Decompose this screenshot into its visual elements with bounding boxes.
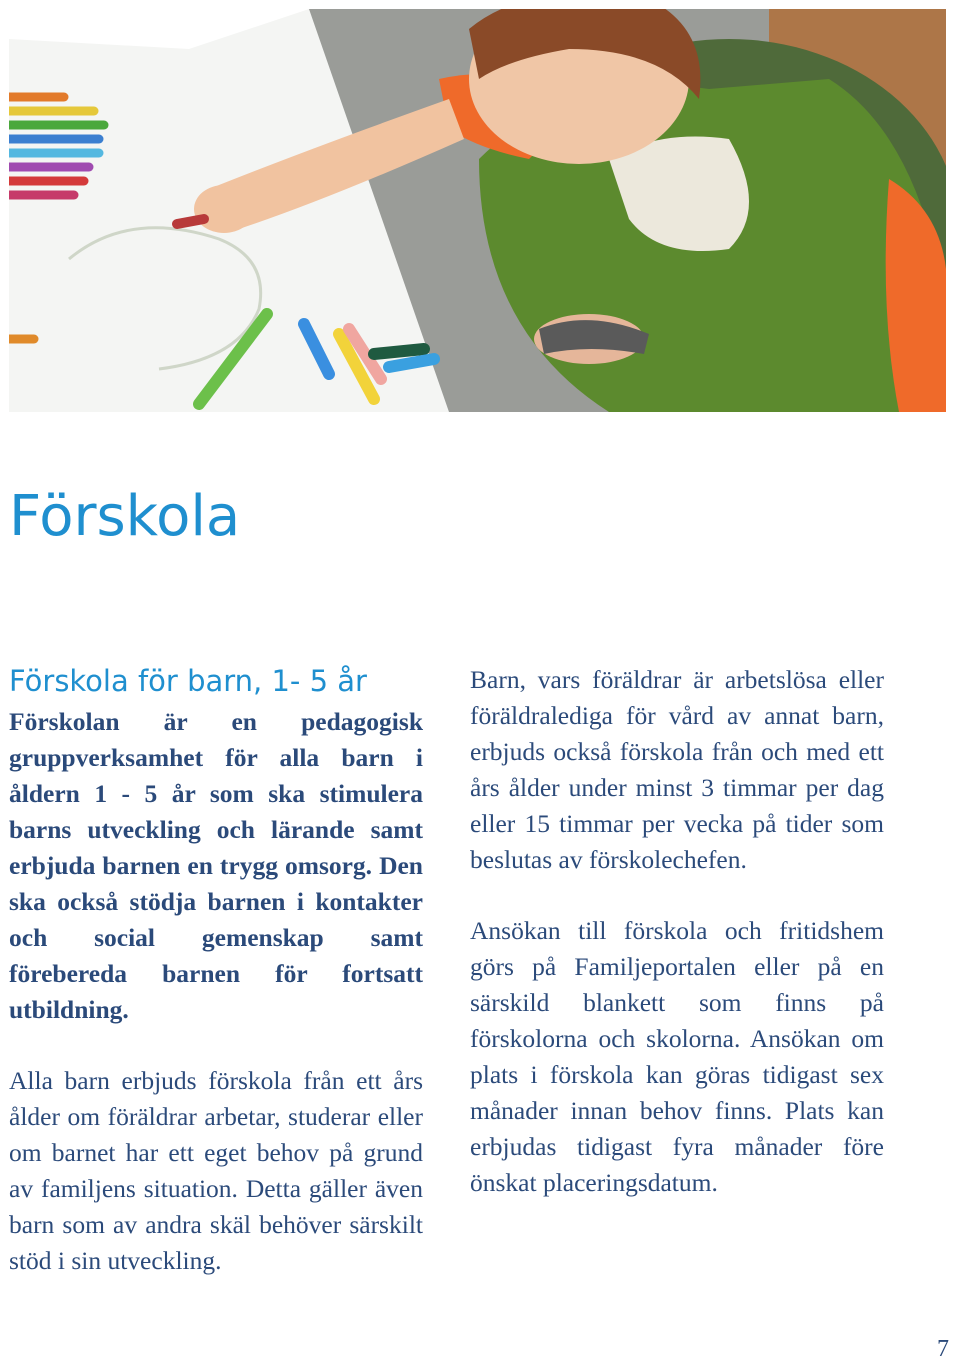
left-column [9, 660, 423, 1279]
page-number: 7 [937, 1336, 949, 1362]
right-column [470, 660, 884, 1201]
application-paragraph: Ansökan till förskola och fritidshem görs på Familjeportalen eller på en särskild blankett som finns på förskolorna och skolorna. Ansökan om plats i förskola kan göras tidigast sex månader innan behov finns. Plats kan erbjudas tidigast fyra månader före önskat placeringsdatum. [470, 916, 884, 1197]
child-drawing-illustration [9, 9, 946, 412]
section-subheading: Förskola för barn, 1- 5 år [9, 664, 367, 698]
unemployed-parents-paragraph: Barn, vars föräldrar är arbetslösa eller föräldralediga för vård av annat barn, erbjuds också förskola från och med ett års ålder under minst 3 timmar per dag eller 15 timmar per vecka på tider som beslutas av förskolechefen. [470, 665, 884, 874]
hero-photo-child-drawing [9, 9, 946, 412]
eligibility-paragraph: Alla barn erbjuds förskola från ett års ålder om föräldrar arbetar, studerar eller om barnet har ett eget behov på grund av familjens situation. Detta gäller även barn som av andra skäl behöver särskilt stöd i sin utveckling. [9, 1066, 423, 1275]
lead-paragraph: Förskolan är en pedagogisk gruppverksamhet för alla barn i åldern 1 - 5 år som ska stimulera barns utveckling och lärande samt erbjuda barnen en trygg omsorg. Den ska också stödja barnen i kontakter och social gemenskap samt förebereda barnen för fortsatt utbildning. [9, 707, 423, 1024]
page-title: Förskola [9, 484, 241, 549]
